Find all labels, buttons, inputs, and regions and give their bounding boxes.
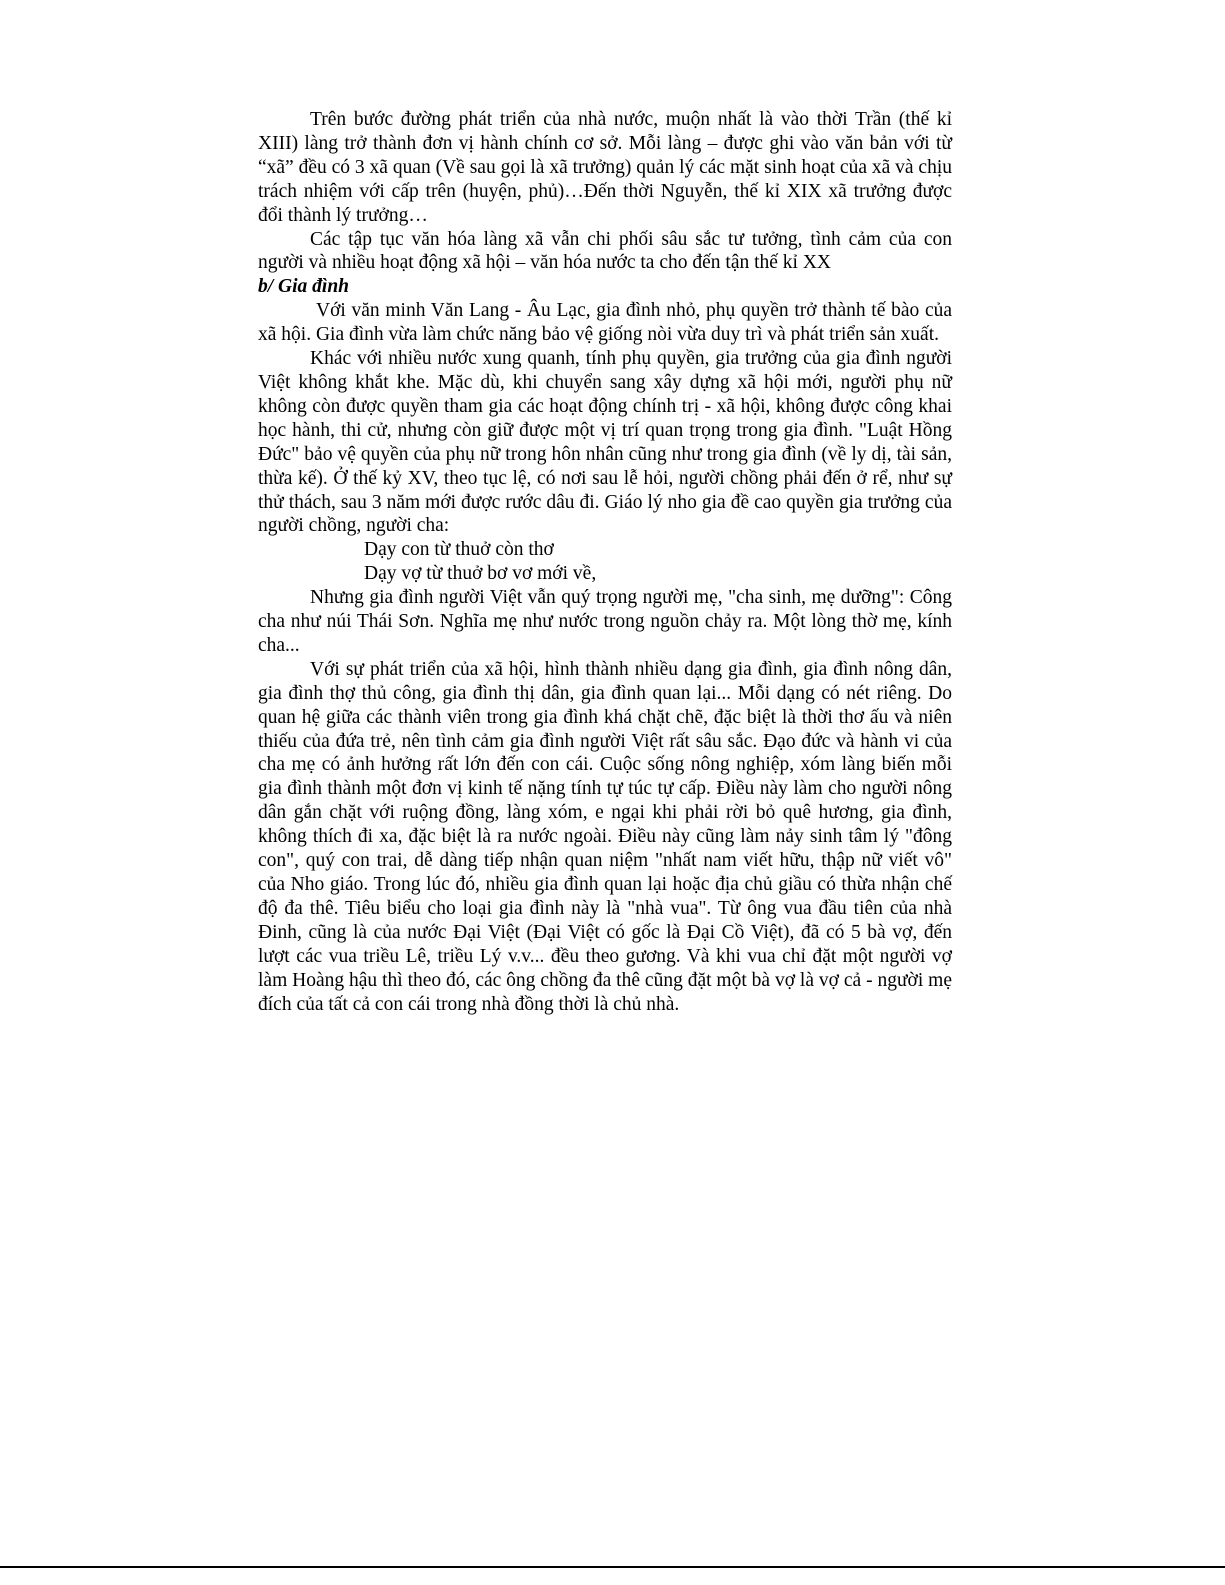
paragraph-patriarchy: Khác với nhiều nước xung quanh, tính phụ quyền, gia trưởng của gia đình người Việt không khắt khe. Mặc dù, khi chuyển sang xây dựng xã hội mới, người phụ nữ không còn được quyền tham gia các hoạt động chính trị - xã hội, không được công khai học hành, thi cử, nhưng còn giữ được một vị trí quan trọng trong gia đình. "Luật Hồng Đức" bảo vệ quyền của phụ nữ trong hôn nhân cũng như trong gia đình (về ly dị, tài sản, thừa kế). Ở thế kỷ XV, theo tục lệ, có nơi sau lễ hỏi, người chồng phải đến ở rể, như sự thử thách, sau 3 năm mới được rước dâu đi. Giáo lý nho gia đề cao quyền gia trưởng của người chồng, người cha: <box>258 348 952 537</box>
document-page <box>258 108 952 1016</box>
section-heading-family: b/ Gia đình <box>258 276 350 298</box>
paragraph-village-customs: Các tập tục văn hóa làng xã vẫn chi phối sâu sắc tư tưởng, tình cảm của con người và nhiều hoạt động xã hội – văn hóa nước ta cho đến tận thế kỉ XX <box>258 228 952 274</box>
paragraph-mother-respect: Nhưng gia đình người Việt vẫn quý trọng người mẹ, "cha sinh, mẹ dưỡng": Công cha như núi Thái Sơn. Nghĩa mẹ như nước trong nguồn chảy ra. Một lòng thờ mẹ, kính cha... <box>258 587 952 656</box>
verse-line-2: Dạy vợ từ thuở bơ vơ mới về, <box>364 563 597 585</box>
page-bottom-border <box>0 1566 1225 1568</box>
verse-line-1: Dạy con từ thuở còn thơ <box>364 539 554 561</box>
paragraph-family-cell: Với văn minh Văn Lang - Âu Lạc, gia đình nhỏ, phụ quyền trở thành tế bào của xã hội. Gia đình vừa làm chức năng bảo vệ giống nòi vừa duy trì và phát triển sản xuất. <box>258 300 952 346</box>
paragraph-family-types: Với sự phát triển của xã hội, hình thành nhiều dạng gia đình, gia đình nông dân, gia đình thợ thủ công, gia đình thị dân, gia đình quan lại... Mỗi dạng có nét riêng. Do quan hệ giữa các thành viên trong gia đình khá chặt chẽ, đặc biệt là thời thơ ấu và niên thiếu của đứa trẻ, nên tình cảm gia đình người Việt rất sâu sắc. Đạo đức và hành vi của cha mẹ có ảnh hưởng rất lớn đến con cái. Cuộc sống nông nghiệp, xóm làng biến mỗi gia đình thành một đơn vị kinh tế nặng tính tự túc tự cấp. Điều này làm cho người nông dân gắn chặt với ruộng đồng, làng xóm, e ngại khi phải rời bỏ quê hương, gia đình, không thích đi xa, đặc biệt là ra nước ngoài. Điều này cũng làm nảy sinh tâm lý "đông con", quý con trai, dễ dàng tiếp nhận quan niệm "nhất nam viết hữu, thập nữ viết vô" của Nho giáo. Trong lúc đó, nhiều gia đình quan lại hoặc địa chủ giầu có thừa nhận chế độ đa thê. Tiêu biểu cho loại gia đình này là "nhà vua". Từ ông vua đầu tiên của nhà Đinh, cũng là của nước Đại Việt (Đại Việt có gốc là Đại Cồ Việt), đã có 5 bà vợ, đến lượt các vua triều Lê, triều Lý v.v... đều theo gương. Và khi vua chỉ đặt một người vợ làm Hoàng hậu thì theo đó, các ông chồng đa thê cũng đặt một bà vợ là vợ cả - người mẹ đích của tất cả con cái trong nhà đồng thời là chủ nhà. <box>258 658 952 1015</box>
paragraph-village-admin: Trên bước đường phát triển của nhà nước, muộn nhất là vào thời Trần (thế kỉ XIII) làng trở thành đơn vị hành chính cơ sở. Mỗi làng – được ghi vào văn bản với từ “xã” đều có 3 xã quan (Về sau gọi là xã trưởng) quản lý các mặt sinh hoạt của xã và chịu trách nhiệm với cấp trên (huyện, phủ)…Đến thời Nguyễn, thế kỉ XIX xã trưởng được đổi thành lý trưởng… <box>258 109 952 226</box>
